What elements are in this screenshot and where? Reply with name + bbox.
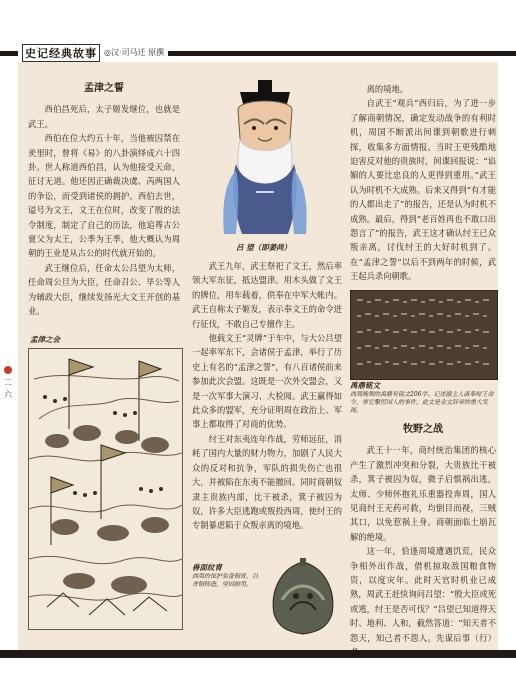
bronze-inscription-image bbox=[350, 290, 498, 380]
caption-text: 西周的保护装备铜胄，以青铜铸造，坚固耐用。 bbox=[192, 573, 259, 588]
page-marker-dot-icon bbox=[4, 366, 12, 374]
column-2 bbox=[192, 259, 342, 533]
paragraph: 离的境地。 bbox=[366, 84, 409, 94]
paragraph: 他载文王“灵牌”于车中，与大公吕望一起率军东下，会诸侯于孟津，举行了历史上有名的“孟津之誓”，有八百诸侯前来参加此次会盟。这既是一次外交盟会，又是一次军事大演习、大检阅。武王赢得如此众多的盟军，充分证明周在政治上、军事上都取得了对商的优势。 bbox=[192, 333, 342, 430]
portrait-lu-wang bbox=[200, 80, 330, 240]
bronze-inscription-art bbox=[351, 291, 497, 379]
page-digit: 二 bbox=[4, 378, 12, 387]
caption-text: 西周晚期的禹鼎有铭文206字。记述器主人禹奉师王命令，率它擊厉国人的事件，此文是金文辞章的重大发现。 bbox=[350, 391, 494, 414]
running-header bbox=[0, 44, 516, 62]
bronze-inscription-caption bbox=[350, 380, 496, 415]
portrait-caption: 吕 望（即姜尚） bbox=[236, 243, 292, 252]
caption-title: 禹鼎铭文 bbox=[350, 381, 380, 390]
image-label: 孟津之会 bbox=[30, 335, 60, 344]
bronze-helmet-image bbox=[262, 552, 344, 638]
header-title-box bbox=[18, 44, 168, 61]
section-heading: 孟津之誓 bbox=[84, 83, 124, 94]
section-2 bbox=[350, 423, 496, 660]
book-title: 史记经典故事 bbox=[22, 44, 100, 62]
section-heading: 牧野之战 bbox=[403, 424, 443, 435]
portrait-art bbox=[200, 80, 330, 240]
battle-illustration bbox=[28, 348, 183, 630]
bronze-helmet-art bbox=[262, 552, 344, 638]
paragraph: 西伯昌死后，太子姬发继位，也就是武王。 bbox=[28, 104, 180, 129]
footer-rule bbox=[0, 650, 516, 658]
caption-title: 兽面纹胄 bbox=[192, 563, 222, 572]
paragraph: 武王十一年，商纣统治集团的核心产生了激烈冲突和分裂，大贵族比干被杀，箕子被囚为奴，微子启惧祸出逃，太师、少师怀抱礼乐重器投奔周，国人见商纣王无药可救，均倒目而视，三贼其口，以免惹祸上身。商朝面临土崩瓦解的绝境。 bbox=[350, 445, 496, 542]
column-1 bbox=[28, 82, 180, 319]
paragraph: 西伯在位大约五十年，当他被囚禁在羑里时，曾将《易》的八卦演绎成六十四卦。世人称道西伯昌，认为他接受天命，征讨无道。他还因正确裁决虞、芮两国人的争讼，而受到诸侯的拥护。西伯去世，谥号为文王，文王在位时，改变了殷的法令制度，制定了自己的历法，他追尊古公亶父为太王，公季为王季，他大概认为周朝的王业是从古公的时代就开始的。 bbox=[28, 133, 180, 259]
page-digit: 六 bbox=[4, 390, 12, 399]
column-3 bbox=[350, 82, 496, 284]
paragraph: 纣王对东夷连年作战，劳师远征，消耗了国内大量的财力物力，加剧了人民大众的反对和抗争，军队的损失伤亡也很大，并被陷在东夷不能撤回。同时商朝奴隶主贵族内部，比干被杀，箕子被囚为奴，许多大臣逃跑或叛投西周，使纣王的专制暴虐陷于众叛亲离的境地。 bbox=[192, 433, 342, 531]
bronze-helmet-caption bbox=[192, 562, 262, 589]
paragraph: 武王九年，武王祭祀了文王，然后率领大军东征，抵达盟津。用木头做了文王的牌位，用车载着，供奉在中军大帐内。武王自称太子姬发，表示奉文王的命令进行征伐，不敢自己专擅作主。 bbox=[192, 261, 342, 329]
battle-illustration-art bbox=[29, 349, 182, 629]
paragraph: 这一年，恰逢周境遭遇饥荒，民众争相外出作战，借机掠取敌国粮食物资，以度灾年。此时天官时机业已成熟，周武王赶快询问吕望：“殷大臣或死或逃，纣王是否可伐？”吕望已知道得天时、地利、人和，截然答道：“知天者不怨天，知己者不怨人。先谋后事（行） bbox=[350, 546, 496, 643]
author-line: ◎汉·司马迁 原撰 bbox=[104, 48, 165, 57]
paragraph: 武王继位后，任命太公吕望为太师，任命周公旦为大臣，任命召公、毕公等人为辅政大臣，继续发扬光大文王开创的基业。 bbox=[28, 262, 180, 317]
paragraph: 自武王“观兵”西归后，为了进一步了解商朝情况，确定发动战争的有利时机，周国不断派出间谍到朝歌进行刺探，收集多方面情报。当时王更残酷地迫害反对他的贵族时，间谍回报说：“谄媚的人要比忠良的人更得到重用。”武王认为时机不大成熟。后来又得到“有才能的人都出走了”的报告，还是认为时机不成熟。最后，得到“老百姓再也不敢口出怨言了”的报告，武王这才确认纣王已众叛亲离，讨伐纣王的大好时机到了。在“孟津之誓”以后不到两年的时候，武王起兵杀向朝歌。 bbox=[350, 98, 496, 282]
page-number-marker bbox=[4, 366, 12, 401]
